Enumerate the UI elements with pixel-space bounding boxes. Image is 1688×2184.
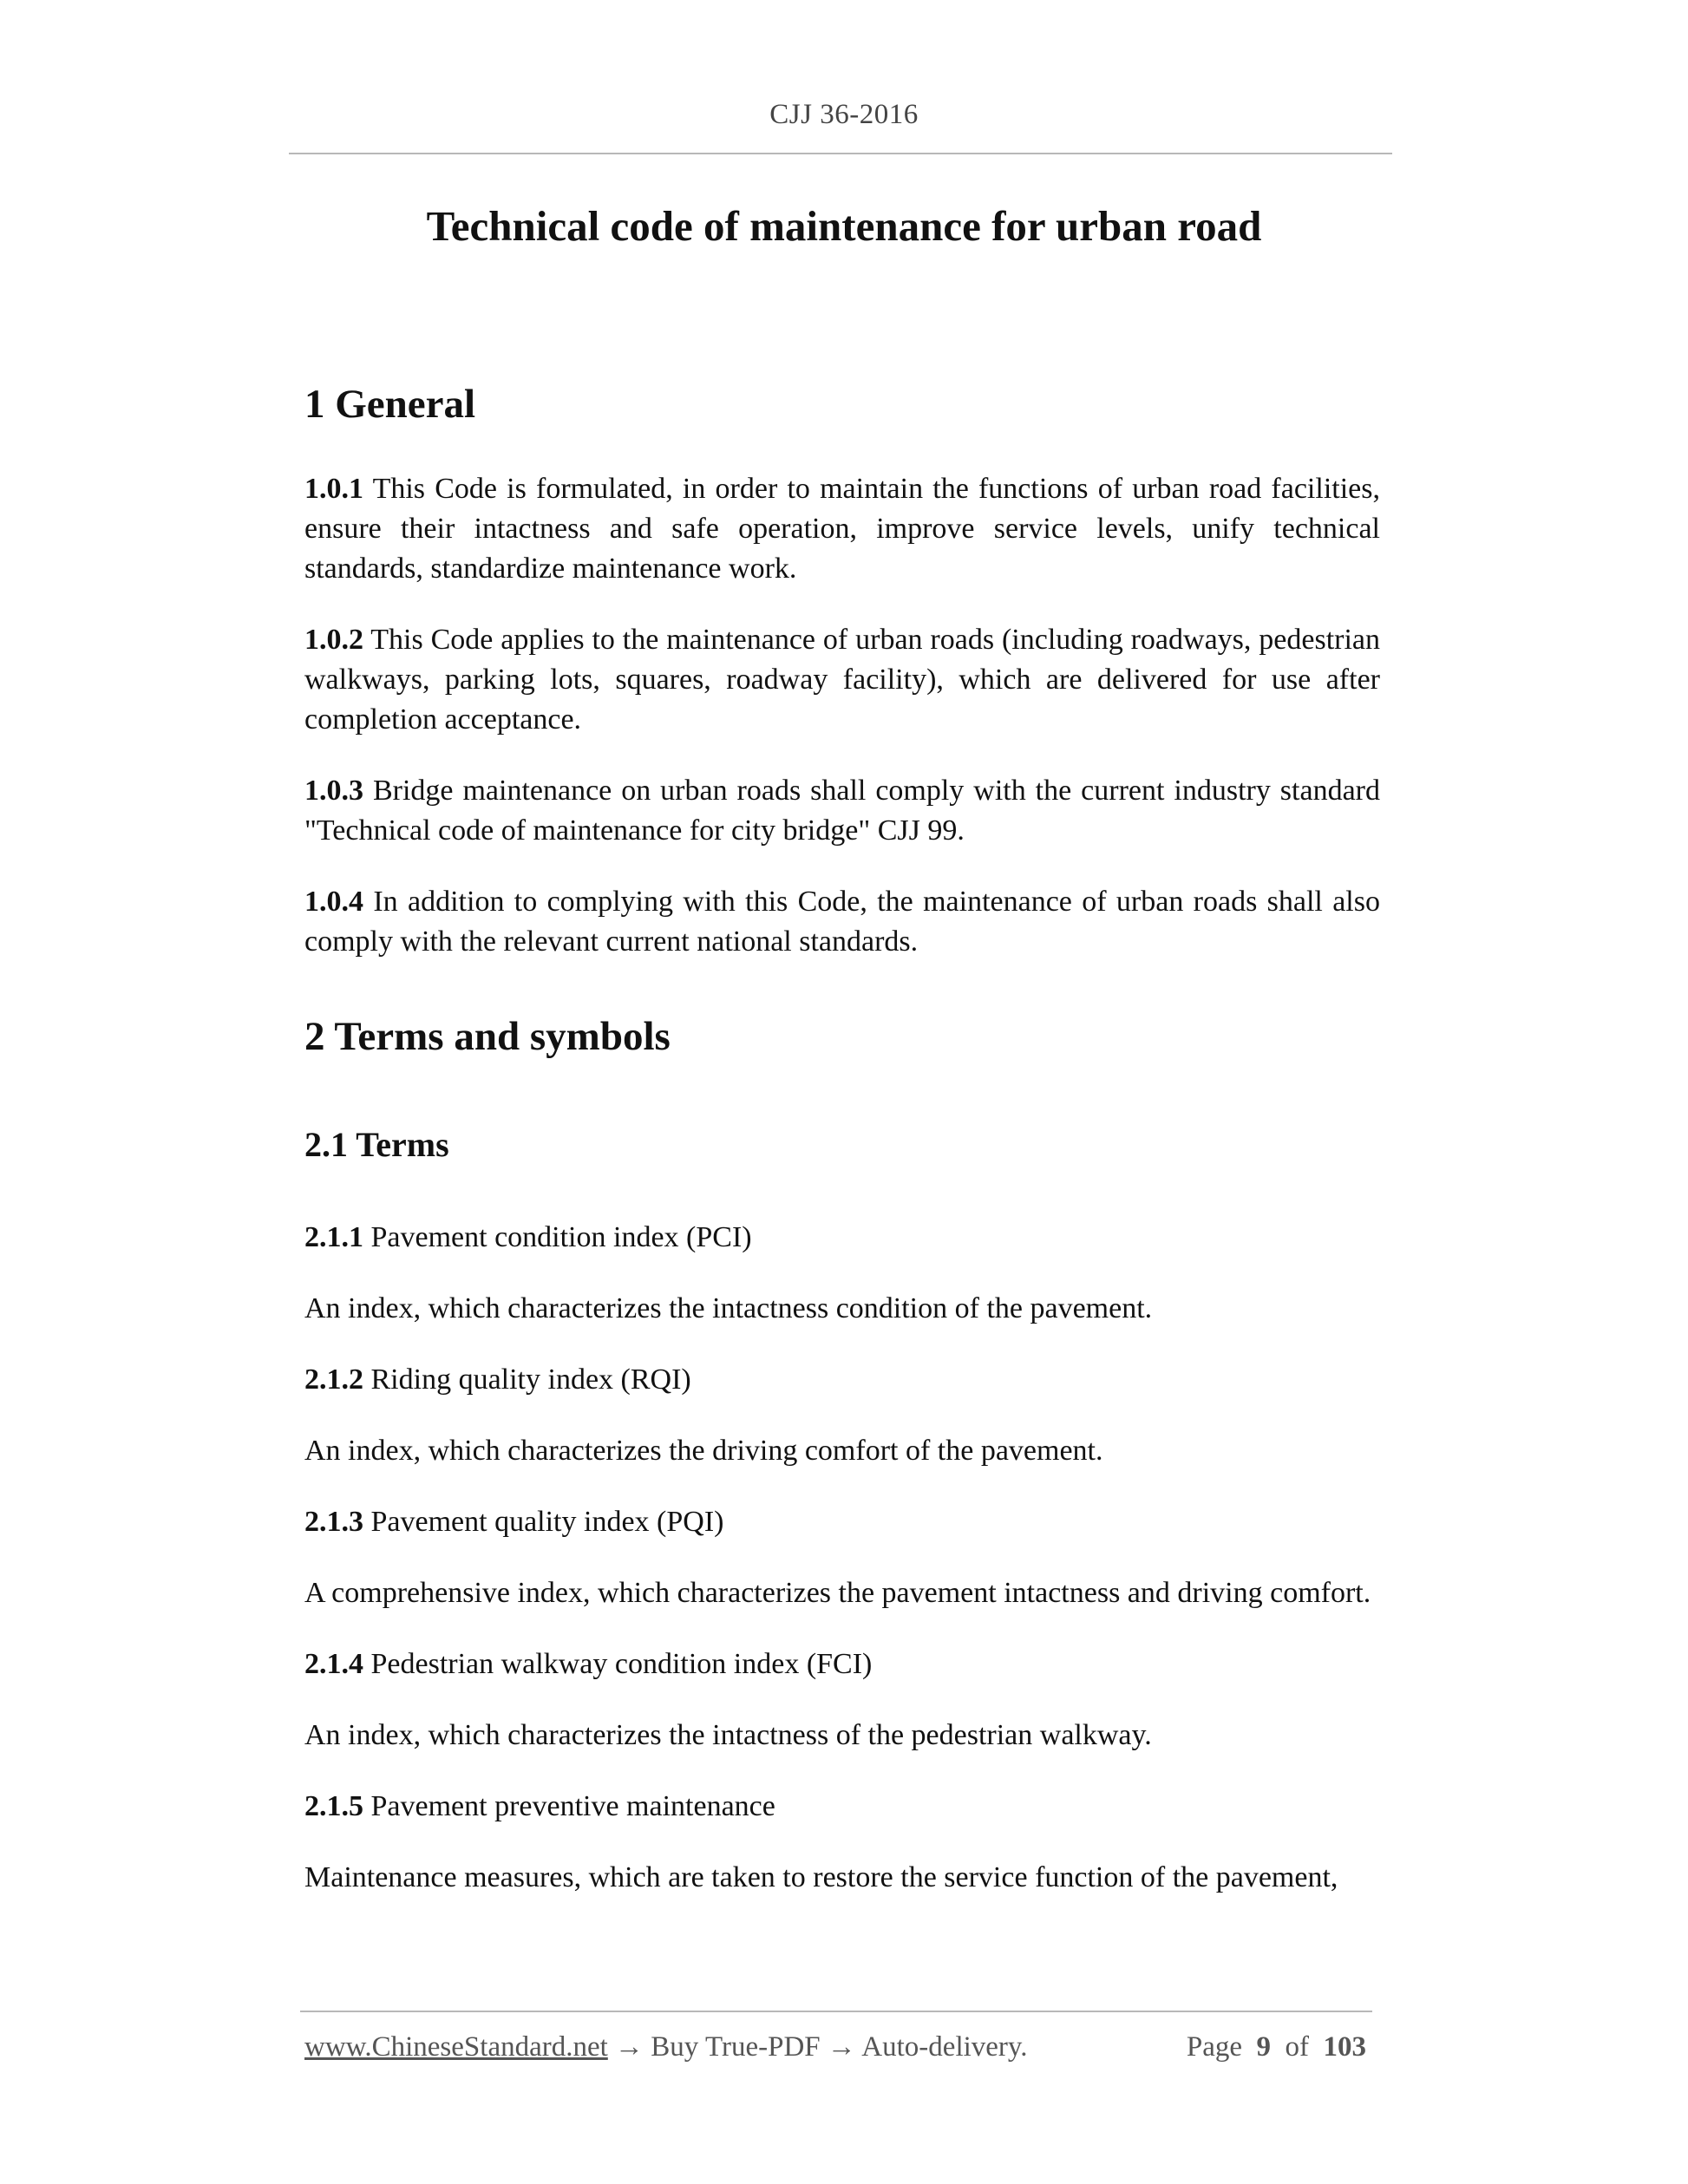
document-title: Technical code of maintenance for urban road (426, 202, 1262, 250)
website-link[interactable]: www.ChineseStandard.net (304, 2031, 608, 2063)
clause-1-0-3 (304, 771, 1380, 851)
term-2-1-5 (304, 1787, 1380, 1827)
term-definition: An index, which characterizes the intactness condition of the pavement. (304, 1291, 1153, 1324)
document-code: CJJ 36-2016 (769, 99, 919, 130)
clause-number: 1.0.1 (304, 473, 363, 506)
term-name: Pedestrian walkway condition index (FCI) (363, 1647, 873, 1680)
clause-number: 1.0.3 (304, 775, 363, 808)
term-2-1-3 (304, 1502, 1380, 1542)
header-divider (289, 153, 1392, 154)
term-definition: An index, which characterizes the driving comfort of the pavement. (304, 1434, 1103, 1467)
page-of-label: of (1285, 2031, 1309, 2063)
clause-text: In addition to complying with this Code, the maintenance of urban roads shall also comply with the relevant current national standards. (304, 886, 1380, 958)
footer-tagline: → Buy True-PDF → Auto-delivery. (607, 2031, 1028, 2063)
term-definition: A comprehensive index, which characterizes the pavement intactness and driving comfort. (304, 1576, 1371, 1609)
term-name: Riding quality index (RQI) (363, 1363, 691, 1396)
section-heading-terms-symbols: 2 Terms and symbols (304, 1014, 671, 1060)
term-name: Pavement condition index (PCI) (363, 1220, 752, 1253)
clause-number: 1.0.2 (304, 624, 363, 657)
page-label: Page (1186, 2031, 1242, 2063)
clause-1-0-1 (304, 469, 1380, 589)
subsection-heading-terms: 2.1 Terms (304, 1124, 449, 1164)
term-2-1-2 (304, 1360, 1380, 1400)
page-indicator (1187, 2031, 1366, 2063)
term-number: 2.1.2 (304, 1363, 363, 1396)
clause-text: This Code is formulated, in order to maintain the functions of urban road facilities, ensure their intactness and safe operation, improve service levels, unify technical standards, standardize maintenance work. (304, 473, 1380, 585)
page-current: 9 (1256, 2031, 1271, 2063)
term-2-1-4 (304, 1645, 1380, 1684)
clause-number: 1.0.4 (304, 886, 363, 919)
section-heading-general: 1 General (304, 382, 476, 427)
footer-promo (304, 2031, 1028, 2063)
term-number: 2.1.4 (304, 1647, 363, 1680)
clause-text: Bridge maintenance on urban roads shall comply with the current industry standard "Technical code of maintenance for city bridge" CJJ 99. (304, 775, 1380, 847)
term-number: 2.1.1 (304, 1220, 363, 1253)
term-name: Pavement quality index (PQI) (363, 1505, 724, 1538)
clause-1-0-2 (304, 620, 1380, 740)
clause-text: This Code applies to the maintenance of urban roads (including roadways, pedestrian walkways, parking lots, squares, roadway facility), which are delivered for use after completion acceptance. (304, 624, 1380, 736)
page-content (304, 380, 1380, 1898)
term-2-1-1 (304, 1218, 1380, 1258)
term-number: 2.1.3 (304, 1505, 363, 1538)
term-definition: An index, which characterizes the intactness of the pedestrian walkway. (304, 1718, 1152, 1751)
clause-1-0-4 (304, 882, 1380, 962)
footer-divider (300, 2011, 1372, 2012)
term-name: Pavement preventive maintenance (363, 1789, 775, 1822)
term-number: 2.1.5 (304, 1789, 363, 1822)
page-total: 103 (1323, 2031, 1366, 2063)
term-definition: Maintenance measures, which are taken to restore the service function of the pavement, (304, 1860, 1338, 1893)
